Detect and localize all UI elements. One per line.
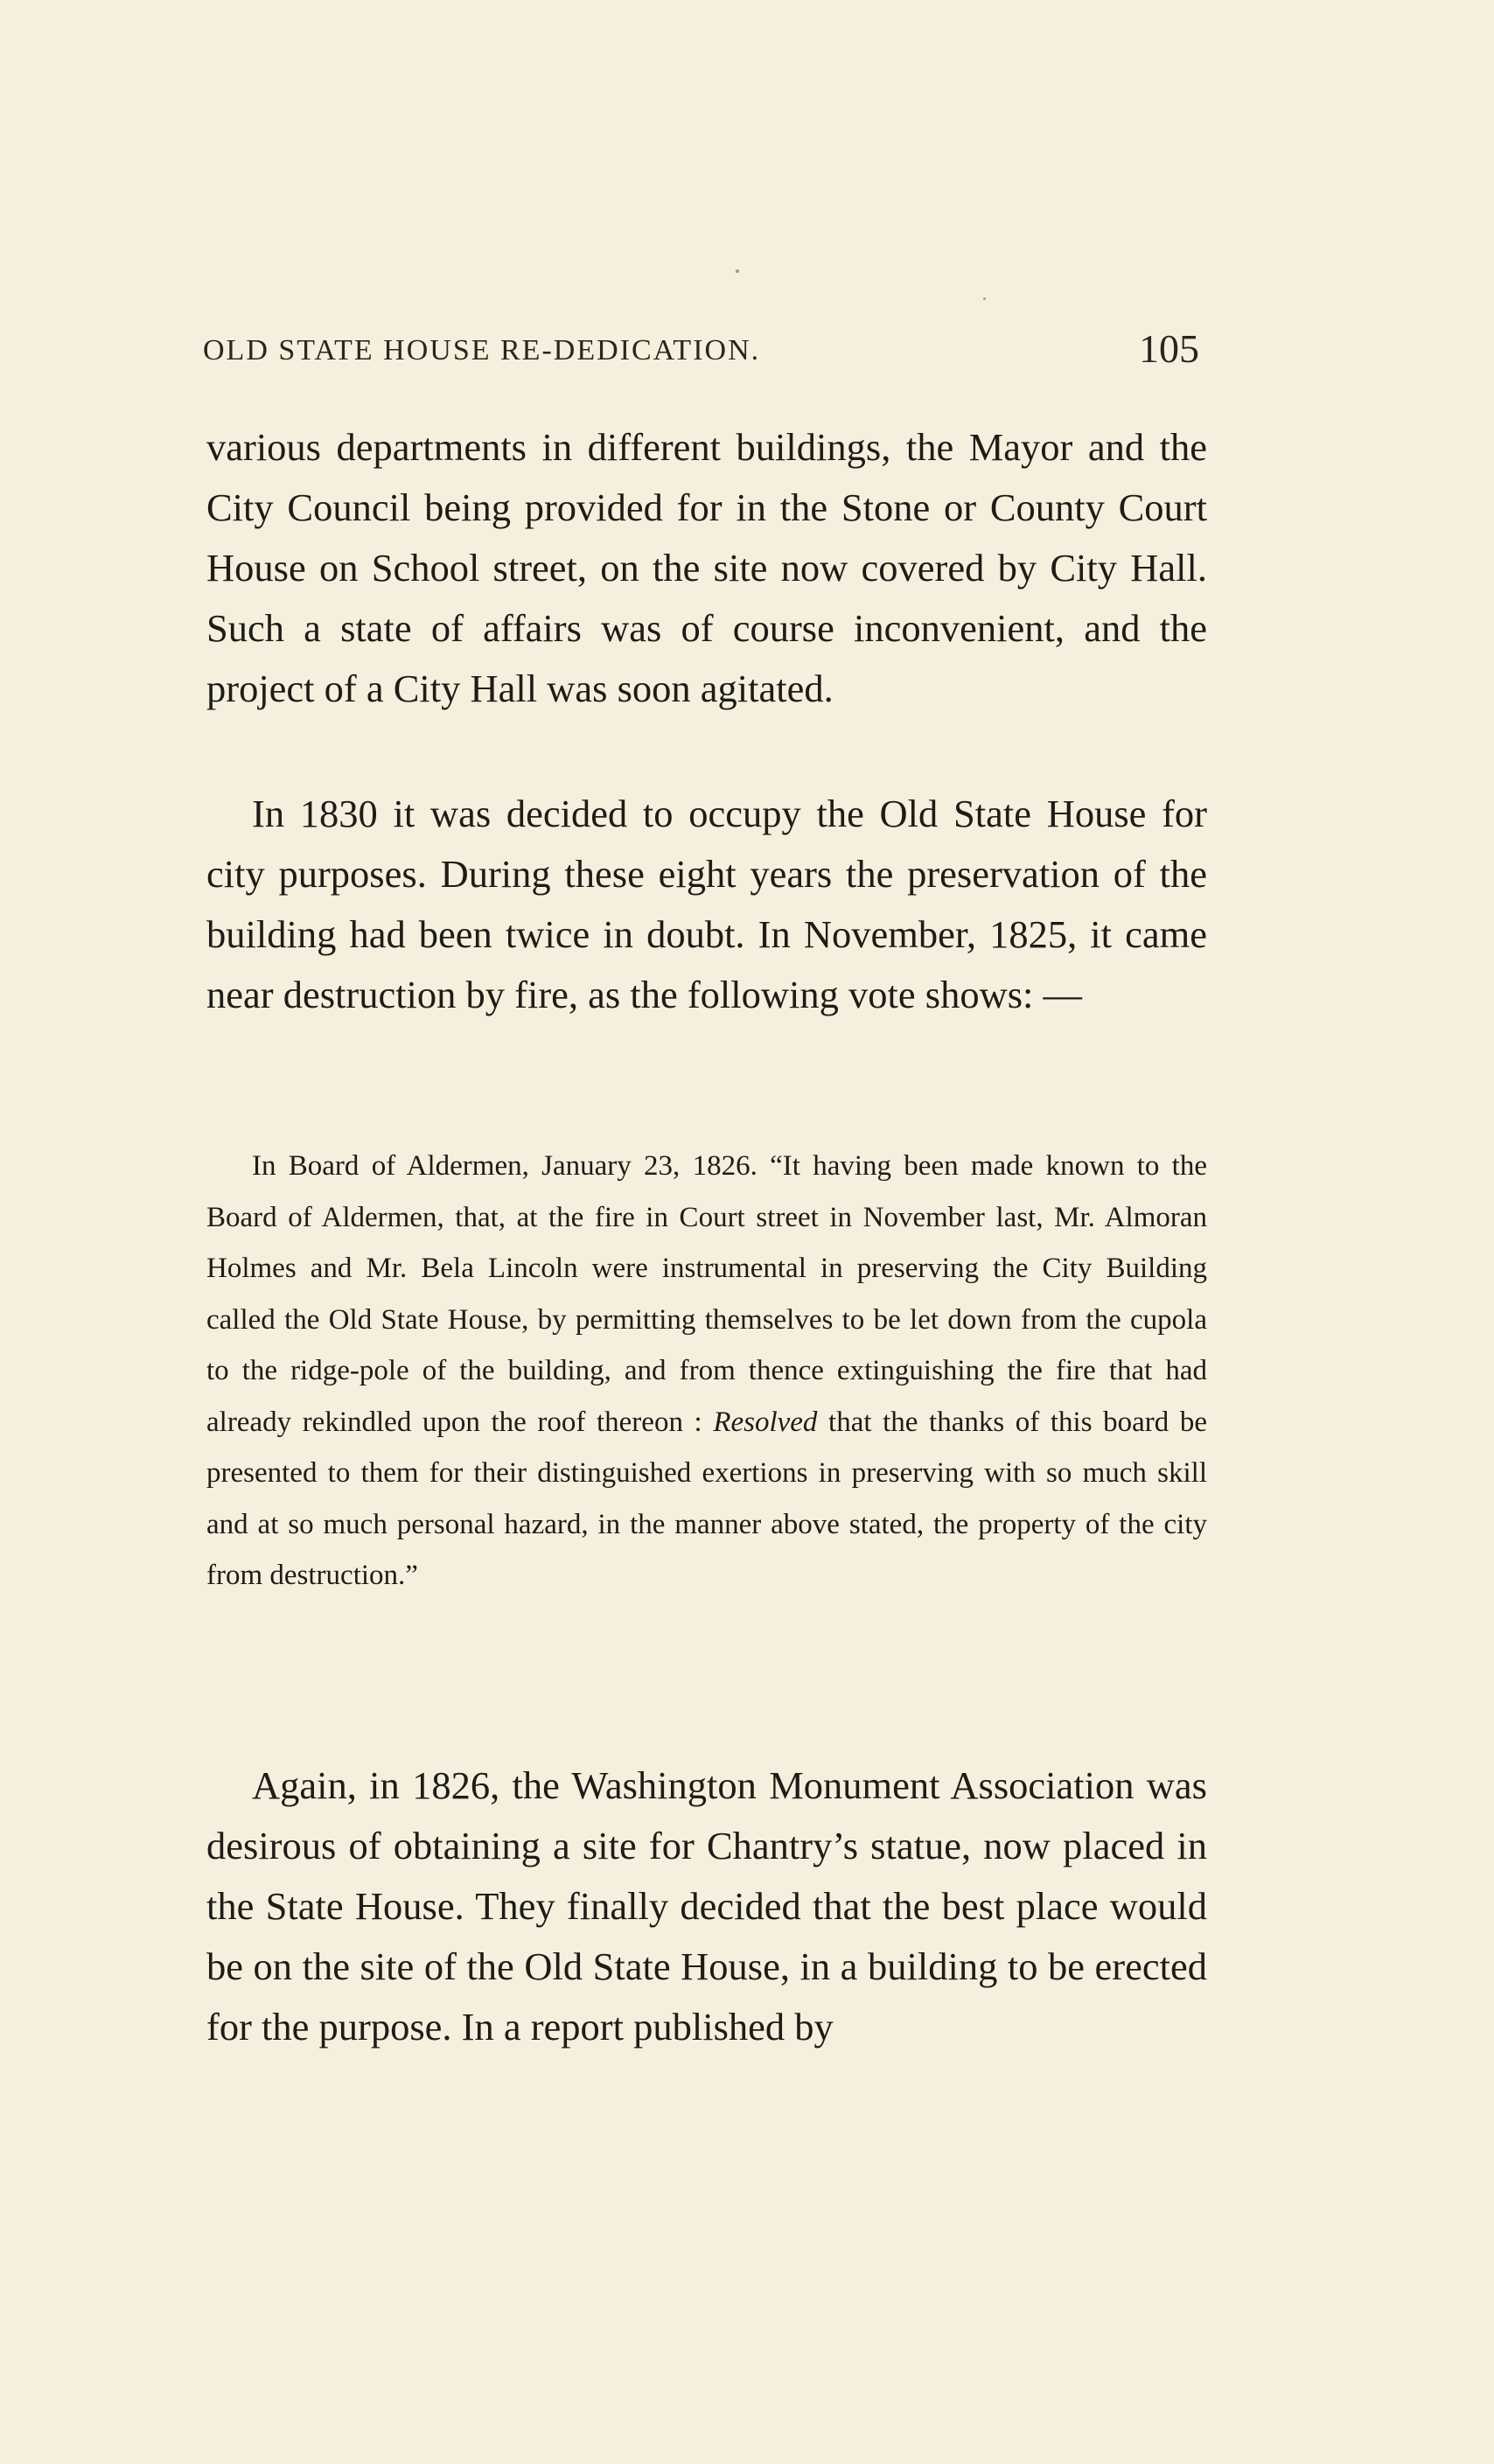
quote-resolved-italic: Resolved xyxy=(713,1406,818,1438)
paragraph-text: Again, in 1826, the Washington Monument Association was desirous of obtaining a site for Chantry’s statue, now placed in the State House. They finally decided that the best place would be on the site of the Old State House, in a building to be erected for the purpose. In a report published by xyxy=(206,1763,1207,2049)
quote-text-end: that the thanks of this board be presented to them for their distinguished exertions in preserving with so much skill and at so much personal hazard, in the manner above stated, the property of the city from destruction.” xyxy=(206,1406,1208,1591)
ink-speck xyxy=(736,269,739,273)
quote-text xyxy=(206,1141,1207,1602)
paragraph-text: In 1830 it was decided to occupy the Old State House for city purposes. During these eight years the preservation of the building had been twice in doubt. In November, 1825, it came near destruction by fire, as the following vote shows: — xyxy=(206,792,1207,1016)
paragraph-continuation xyxy=(206,417,1207,719)
ink-speck xyxy=(983,297,986,300)
running-title: OLD STATE HOUSE RE-DEDICATION. xyxy=(203,334,761,366)
paragraph-1826 xyxy=(206,1756,1207,2057)
paragraph-text: various departments in different buildings, the Mayor and the City Council being provided for in the Stone or County Court House on School street, on the site now covered by City Hall. Such a state of affairs was of course inconvenient, and the project of a City Hall was soon agitated. xyxy=(206,425,1207,710)
paragraph-1830 xyxy=(206,784,1207,1025)
page-number: 105 xyxy=(1139,326,1199,371)
block-quote-aldermen-vote xyxy=(206,1141,1207,1602)
quote-text-start: In Board of Aldermen, January 23, 1826. “It having been made known to the Board of Aldermen, that, at the fire in Court street in November last, Mr. Almoran Holmes and Mr. Bela Lincoln were instrumental in preserving the City Building called the Old State House, by permitting themselves to be let down from the cupola to the ridge-pole of the building, and from thence extinguishing the fire that had already rekindled upon the roof thereon : xyxy=(206,1150,1207,1438)
